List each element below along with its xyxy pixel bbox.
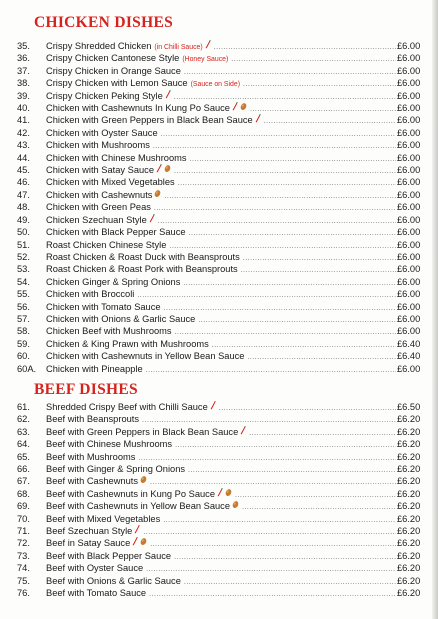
item-number: 54. <box>17 276 30 287</box>
item-name: Chicken Beef with Mushrooms <box>46 326 172 337</box>
item-number: 46. <box>17 177 30 188</box>
item-note: (Honey Sauce) <box>182 56 229 64</box>
item-name: Chicken with Green Peppers in Black Bean Sauce <box>46 115 253 126</box>
chilli-icon <box>210 401 216 410</box>
item-name: Roast Chicken Chinese Style <box>46 239 167 250</box>
item-price: £6.20 <box>397 575 421 586</box>
item-name: Beef with Cashewnuts <box>46 476 138 487</box>
item-price: £6.00 <box>397 140 421 151</box>
chilli-icon <box>255 114 261 123</box>
item-name: Chicken with Tomato Sauce <box>46 301 161 312</box>
item-name: Chicken with Pineapple <box>46 363 143 374</box>
nut-icon <box>140 537 147 546</box>
item-name: Chicken with Cashewnuts <box>46 189 153 200</box>
item-price: £6.00 <box>397 65 421 76</box>
menu-item <box>0 475 438 487</box>
item-number: 52. <box>17 251 30 262</box>
menu-item <box>0 413 438 425</box>
menu-item <box>0 325 438 337</box>
nut-icon <box>232 500 239 509</box>
menu-item <box>0 301 438 313</box>
item-price: £6.00 <box>397 289 421 300</box>
beef-dishes-heading: BEEF DISHES <box>34 381 138 398</box>
item-price: £6.20 <box>397 476 421 487</box>
item-number: 55. <box>17 289 30 300</box>
item-price: £6.20 <box>397 426 421 437</box>
item-price: £6.00 <box>397 227 421 238</box>
menu-item <box>0 363 438 375</box>
item-name: Roast Chicken & Roast Duck with Beansprouts <box>46 251 240 262</box>
item-price: £6.00 <box>397 239 421 250</box>
menu-item <box>0 537 438 549</box>
menu-item <box>0 239 438 251</box>
item-price: £6.20 <box>397 588 421 599</box>
chicken-dishes-heading: CHICKEN DISHES <box>34 14 173 31</box>
item-number: 71. <box>17 526 30 537</box>
menu-item <box>0 288 438 300</box>
item-number: 51. <box>17 239 30 250</box>
item-price: £6.00 <box>397 152 421 163</box>
item-name: Beef Szechuan Style <box>46 526 133 537</box>
menu-item <box>0 127 438 139</box>
item-price: £6.00 <box>397 41 421 51</box>
menu-item <box>0 114 438 126</box>
item-name: Beef with Oyster Sauce <box>46 563 144 574</box>
item-number: 57. <box>17 313 30 324</box>
item-price: £6.00 <box>397 276 421 287</box>
item-number: 49. <box>17 214 30 225</box>
nut-icon <box>140 475 147 484</box>
item-number: 70. <box>17 513 30 524</box>
item-name: Beef with Chinese Mushrooms <box>46 439 173 450</box>
menu-item <box>0 438 438 450</box>
item-number: 62. <box>17 414 30 425</box>
item-price: £6.00 <box>397 103 421 114</box>
menu-item <box>0 214 438 226</box>
item-number: 76. <box>17 588 30 599</box>
item-price: £6.00 <box>397 326 421 337</box>
item-name: Chicken with Onions & Garlic Sauce <box>46 313 196 324</box>
item-name: Crispy Chicken in Orange Sauce <box>46 65 181 76</box>
menu-item <box>0 226 438 238</box>
item-number: 64. <box>17 439 30 450</box>
menu-item <box>0 313 438 325</box>
item-name: Beef with Black Pepper Sauce <box>46 550 172 561</box>
nut-icon <box>154 189 161 198</box>
item-number: 39. <box>17 90 30 101</box>
item-price: £6.20 <box>397 488 421 499</box>
item-name: Beef with Mushrooms <box>46 451 136 462</box>
item-name: Chicken & King Prawn with Mushrooms <box>46 338 209 349</box>
item-price: £6.00 <box>397 90 421 101</box>
item-name: Chicken with Mixed Vegetables <box>46 177 175 188</box>
nut-icon <box>164 164 171 173</box>
item-price: £6.00 <box>397 78 421 89</box>
item-number: 38. <box>17 78 30 89</box>
item-number: 42. <box>17 127 30 138</box>
item-name: Crispy Chicken Peking Style <box>46 90 163 101</box>
item-name: Chicken with Black Pepper Sauce <box>46 227 186 238</box>
item-name: Beef with Beansprouts <box>46 414 140 425</box>
item-price: £6.00 <box>397 115 421 126</box>
item-name: Chicken with Broccoli <box>46 289 135 300</box>
item-name: Chicken with Cashewnuts In Kung Po Sauce <box>46 103 230 114</box>
chilli-icon <box>132 537 138 546</box>
item-name: Chicken with Satay Sauce <box>46 165 155 176</box>
item-number: 40. <box>17 103 30 114</box>
item-number: 50. <box>17 227 30 238</box>
menu-item <box>0 201 438 213</box>
menu-item <box>0 401 438 413</box>
menu-item <box>0 40 438 52</box>
item-name: Roast Chicken & Roast Pork with Beansprouts <box>46 264 238 275</box>
menu-item <box>0 251 438 263</box>
item-number: 60A. <box>17 363 37 374</box>
menu-item <box>0 488 438 500</box>
item-price: £6.40 <box>397 338 421 349</box>
item-number: 68. <box>17 488 30 499</box>
item-name: Chicken Szechuan Style <box>46 214 147 225</box>
item-price: £6.00 <box>397 53 421 64</box>
item-number: 41. <box>17 115 30 126</box>
item-name: Chicken with Mushrooms <box>46 140 150 151</box>
chilli-icon <box>149 214 155 223</box>
item-name: Chicken with Oyster Sauce <box>46 127 158 138</box>
menu-item <box>0 164 438 176</box>
item-name: Beef with Cashewnuts in Yellow Bean Sauce <box>46 501 230 512</box>
chilli-icon <box>217 488 223 497</box>
item-number: 45. <box>17 165 30 176</box>
item-name: Crispy Chicken with Lemon Sauce <box>46 78 188 89</box>
item-price: £6.00 <box>397 127 421 138</box>
item-name: Beef in Satay Sauce <box>46 538 131 549</box>
menu-item <box>0 263 438 275</box>
item-number: 58. <box>17 326 30 337</box>
menu-item <box>0 139 438 151</box>
menu-item <box>0 65 438 77</box>
item-number: 35. <box>17 41 30 51</box>
item-number: 66. <box>17 464 30 475</box>
item-name: Beef with Green Peppers in Black Bean Sauce <box>46 426 239 437</box>
item-number: 75. <box>17 575 30 586</box>
item-name: Chicken with Green Peas <box>46 202 151 213</box>
item-note: (Sauce on Side) <box>190 81 241 89</box>
item-number: 61. <box>17 402 30 412</box>
item-price: £6.00 <box>397 251 421 262</box>
item-number: 53. <box>17 264 30 275</box>
item-name: Beef with Onions & Garlic Sauce <box>46 575 181 586</box>
menu-item <box>0 77 438 89</box>
item-price: £6.20 <box>397 538 421 549</box>
chilli-icon <box>165 90 171 99</box>
item-note: (in Chilli Sauce) <box>154 44 203 51</box>
menu-item <box>0 451 438 463</box>
menu-item <box>0 426 438 438</box>
chicken-dishes-list <box>0 40 438 375</box>
item-number: 69. <box>17 501 30 512</box>
menu-item <box>0 513 438 525</box>
item-name: Beef with Mixed Vegetables <box>46 513 161 524</box>
chilli-icon <box>156 164 162 173</box>
chilli-icon <box>232 102 238 111</box>
item-price: £6.20 <box>397 501 421 512</box>
beef-dishes-list <box>0 401 438 600</box>
item-number: 56. <box>17 301 30 312</box>
menu-item <box>0 463 438 475</box>
menu-item <box>0 525 438 537</box>
item-number: 72. <box>17 538 30 549</box>
item-price: £6.40 <box>397 351 421 362</box>
item-price: £6.00 <box>397 313 421 324</box>
item-number: 59. <box>17 338 30 349</box>
item-name: Crispy Shredded Chicken <box>46 41 152 51</box>
menu-item <box>0 152 438 164</box>
menu-item <box>0 350 438 362</box>
menu-item <box>0 338 438 350</box>
menu-item <box>0 500 438 512</box>
item-price: £6.00 <box>397 177 421 188</box>
item-number: 44. <box>17 152 30 163</box>
dot-leader <box>149 587 396 601</box>
item-price: £6.20 <box>397 563 421 574</box>
menu-item <box>0 550 438 562</box>
item-number: 36. <box>17 53 30 64</box>
item-price: £6.00 <box>397 189 421 200</box>
item-name: Crispy Chicken Cantonese Style <box>46 53 180 64</box>
menu-item <box>0 102 438 114</box>
menu-item <box>0 90 438 102</box>
menu-item <box>0 587 438 599</box>
item-name: Chicken with Cashewnuts in Yellow Bean Sauce <box>46 351 245 362</box>
menu-item <box>0 562 438 574</box>
nut-icon <box>225 488 232 497</box>
item-price: £6.50 <box>397 402 421 412</box>
menu-item <box>0 189 438 201</box>
item-price: £6.20 <box>397 550 421 561</box>
item-name: Beef with Cashewnuts in Kung Po Sauce <box>46 488 215 499</box>
item-price: £6.20 <box>397 414 421 425</box>
item-number: 60. <box>17 351 30 362</box>
chilli-icon <box>134 525 140 534</box>
item-price: £6.00 <box>397 264 421 275</box>
chilli-icon <box>240 426 246 435</box>
page-edge-shadow <box>432 0 438 619</box>
item-number: 48. <box>17 202 30 213</box>
nut-icon <box>240 102 247 111</box>
item-name: Chicken Ginger & Spring Onions <box>46 276 181 287</box>
item-price: £6.00 <box>397 214 421 225</box>
item-name: Beef with Tomato Sauce <box>46 588 147 599</box>
item-price: £6.00 <box>397 363 421 374</box>
chilli-icon <box>205 40 211 49</box>
item-price: £6.20 <box>397 439 421 450</box>
item-number: 63. <box>17 426 30 437</box>
menu-item <box>0 575 438 587</box>
item-number: 67. <box>17 476 30 487</box>
dot-leader <box>146 363 396 377</box>
item-name: Beef with Ginger & Spring Onions <box>46 464 186 475</box>
item-number: 74. <box>17 563 30 574</box>
item-price: £6.00 <box>397 202 421 213</box>
item-price: £6.20 <box>397 513 421 524</box>
item-number: 73. <box>17 550 30 561</box>
item-number: 37. <box>17 65 30 76</box>
item-price: £6.20 <box>397 451 421 462</box>
item-number: 47. <box>17 189 30 200</box>
item-number: 43. <box>17 140 30 151</box>
menu-item <box>0 52 438 64</box>
item-price: £6.20 <box>397 526 421 537</box>
item-number: 65. <box>17 451 30 462</box>
menu-item <box>0 276 438 288</box>
item-price: £6.00 <box>397 165 421 176</box>
item-price: £6.00 <box>397 301 421 312</box>
item-price: £6.20 <box>397 464 421 475</box>
item-name: Chicken with Chinese Mushrooms <box>46 152 187 163</box>
menu-item <box>0 176 438 188</box>
item-name: Shredded Crispy Beef with Chilli Sauce <box>46 402 208 412</box>
